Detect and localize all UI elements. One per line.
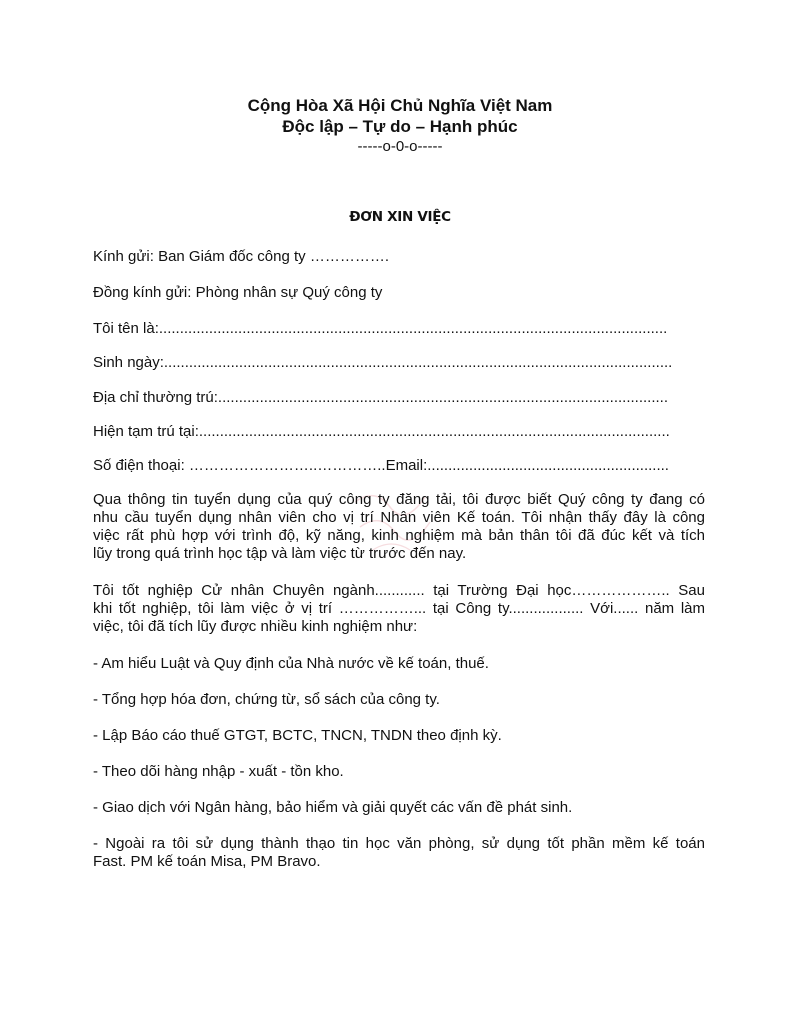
intro-line: nhu cầu tuyển dụng nhân viên cho vị trí Nhân viên Kế toán. Tôi nhận thấy đây là công	[93, 509, 705, 526]
experience-item: - Tổng hợp hóa đơn, chứng từ, sổ sách của công ty.	[93, 691, 440, 708]
experience-item: - Lập Báo cáo thuế GTGT, BCTC, TNCN, TNDN theo định kỳ.	[93, 727, 502, 744]
intro-paragraph	[93, 491, 705, 563]
software-paragraph	[93, 835, 705, 871]
experience-item: - Am hiểu Luật và Quy định của Nhà nước về kế toán, thuế.	[93, 655, 489, 672]
national-title: Cộng Hòa Xã Hội Chủ Nghĩa Việt Nam	[247, 96, 553, 115]
national-header	[0, 95, 800, 156]
education-line: việc, tôi đã tích lũy được nhiều kinh nghiệm như:	[93, 618, 418, 635]
document-title: ĐƠN XIN VIỆC	[349, 209, 451, 225]
recipient-line: Kính gửi: Ban Giám đốc công ty …………….	[93, 248, 389, 265]
intro-line: lũy trong quá trình học tập và làm việc từ trước đến nay.	[93, 545, 467, 562]
experience-item: - Theo dõi hàng nhập - xuất - tồn kho.	[93, 763, 344, 780]
experience-item: - Giao dịch với Ngân hàng, bảo hiểm và giải quyết các vấn đề phát sinh.	[93, 799, 573, 816]
intro-line: Qua thông tin tuyển dụng của quý công ty đăng tải, tôi được biết Quý công ty đang có	[93, 491, 705, 508]
software-line: - Ngoài ra tôi sử dụng thành thạo tin học văn phòng, sử dụng tốt phần mềm kế toán	[93, 835, 705, 852]
national-motto: Độc lập – Tự do – Hạnh phúc	[282, 117, 518, 136]
temporary-address-field[interactable]: Hiện tạm trú tại:.................................................................................................................	[93, 423, 670, 440]
intro-line: việc rất phù hợp với trình độ, kỹ năng, kinh nghiệm mà bản thân tôi đã đúc kết và tích	[93, 527, 705, 544]
header-separator: -----o-0-o-----	[357, 138, 443, 155]
permanent-address-field[interactable]: Địa chỉ thường trú:............................................................................................................	[93, 389, 669, 406]
name-field[interactable]: Tôi tên là:..........................................................................................................................	[93, 320, 668, 337]
dob-field[interactable]: Sinh ngày:..........................................................................................................................	[93, 354, 673, 371]
cc-recipient-line: Đồng kính gửi: Phòng nhân sự Quý công ty	[93, 284, 383, 301]
software-line: Fast. PM kế toán Misa, PM Bravo.	[93, 853, 321, 870]
education-paragraph	[93, 582, 705, 636]
phone-email-field[interactable]: Số điện thoại: ……………………..…………..Email:..........................................................	[93, 457, 669, 474]
education-line: Tôi tốt nghiệp Cử nhân Chuyên ngành............ tại Trường Đại học……………….. Sau	[93, 582, 705, 599]
education-line: khi tốt nghiệp, tôi làm việc ở vị trí ……………... tại Công ty.................. Với...... năm làm	[93, 600, 705, 617]
